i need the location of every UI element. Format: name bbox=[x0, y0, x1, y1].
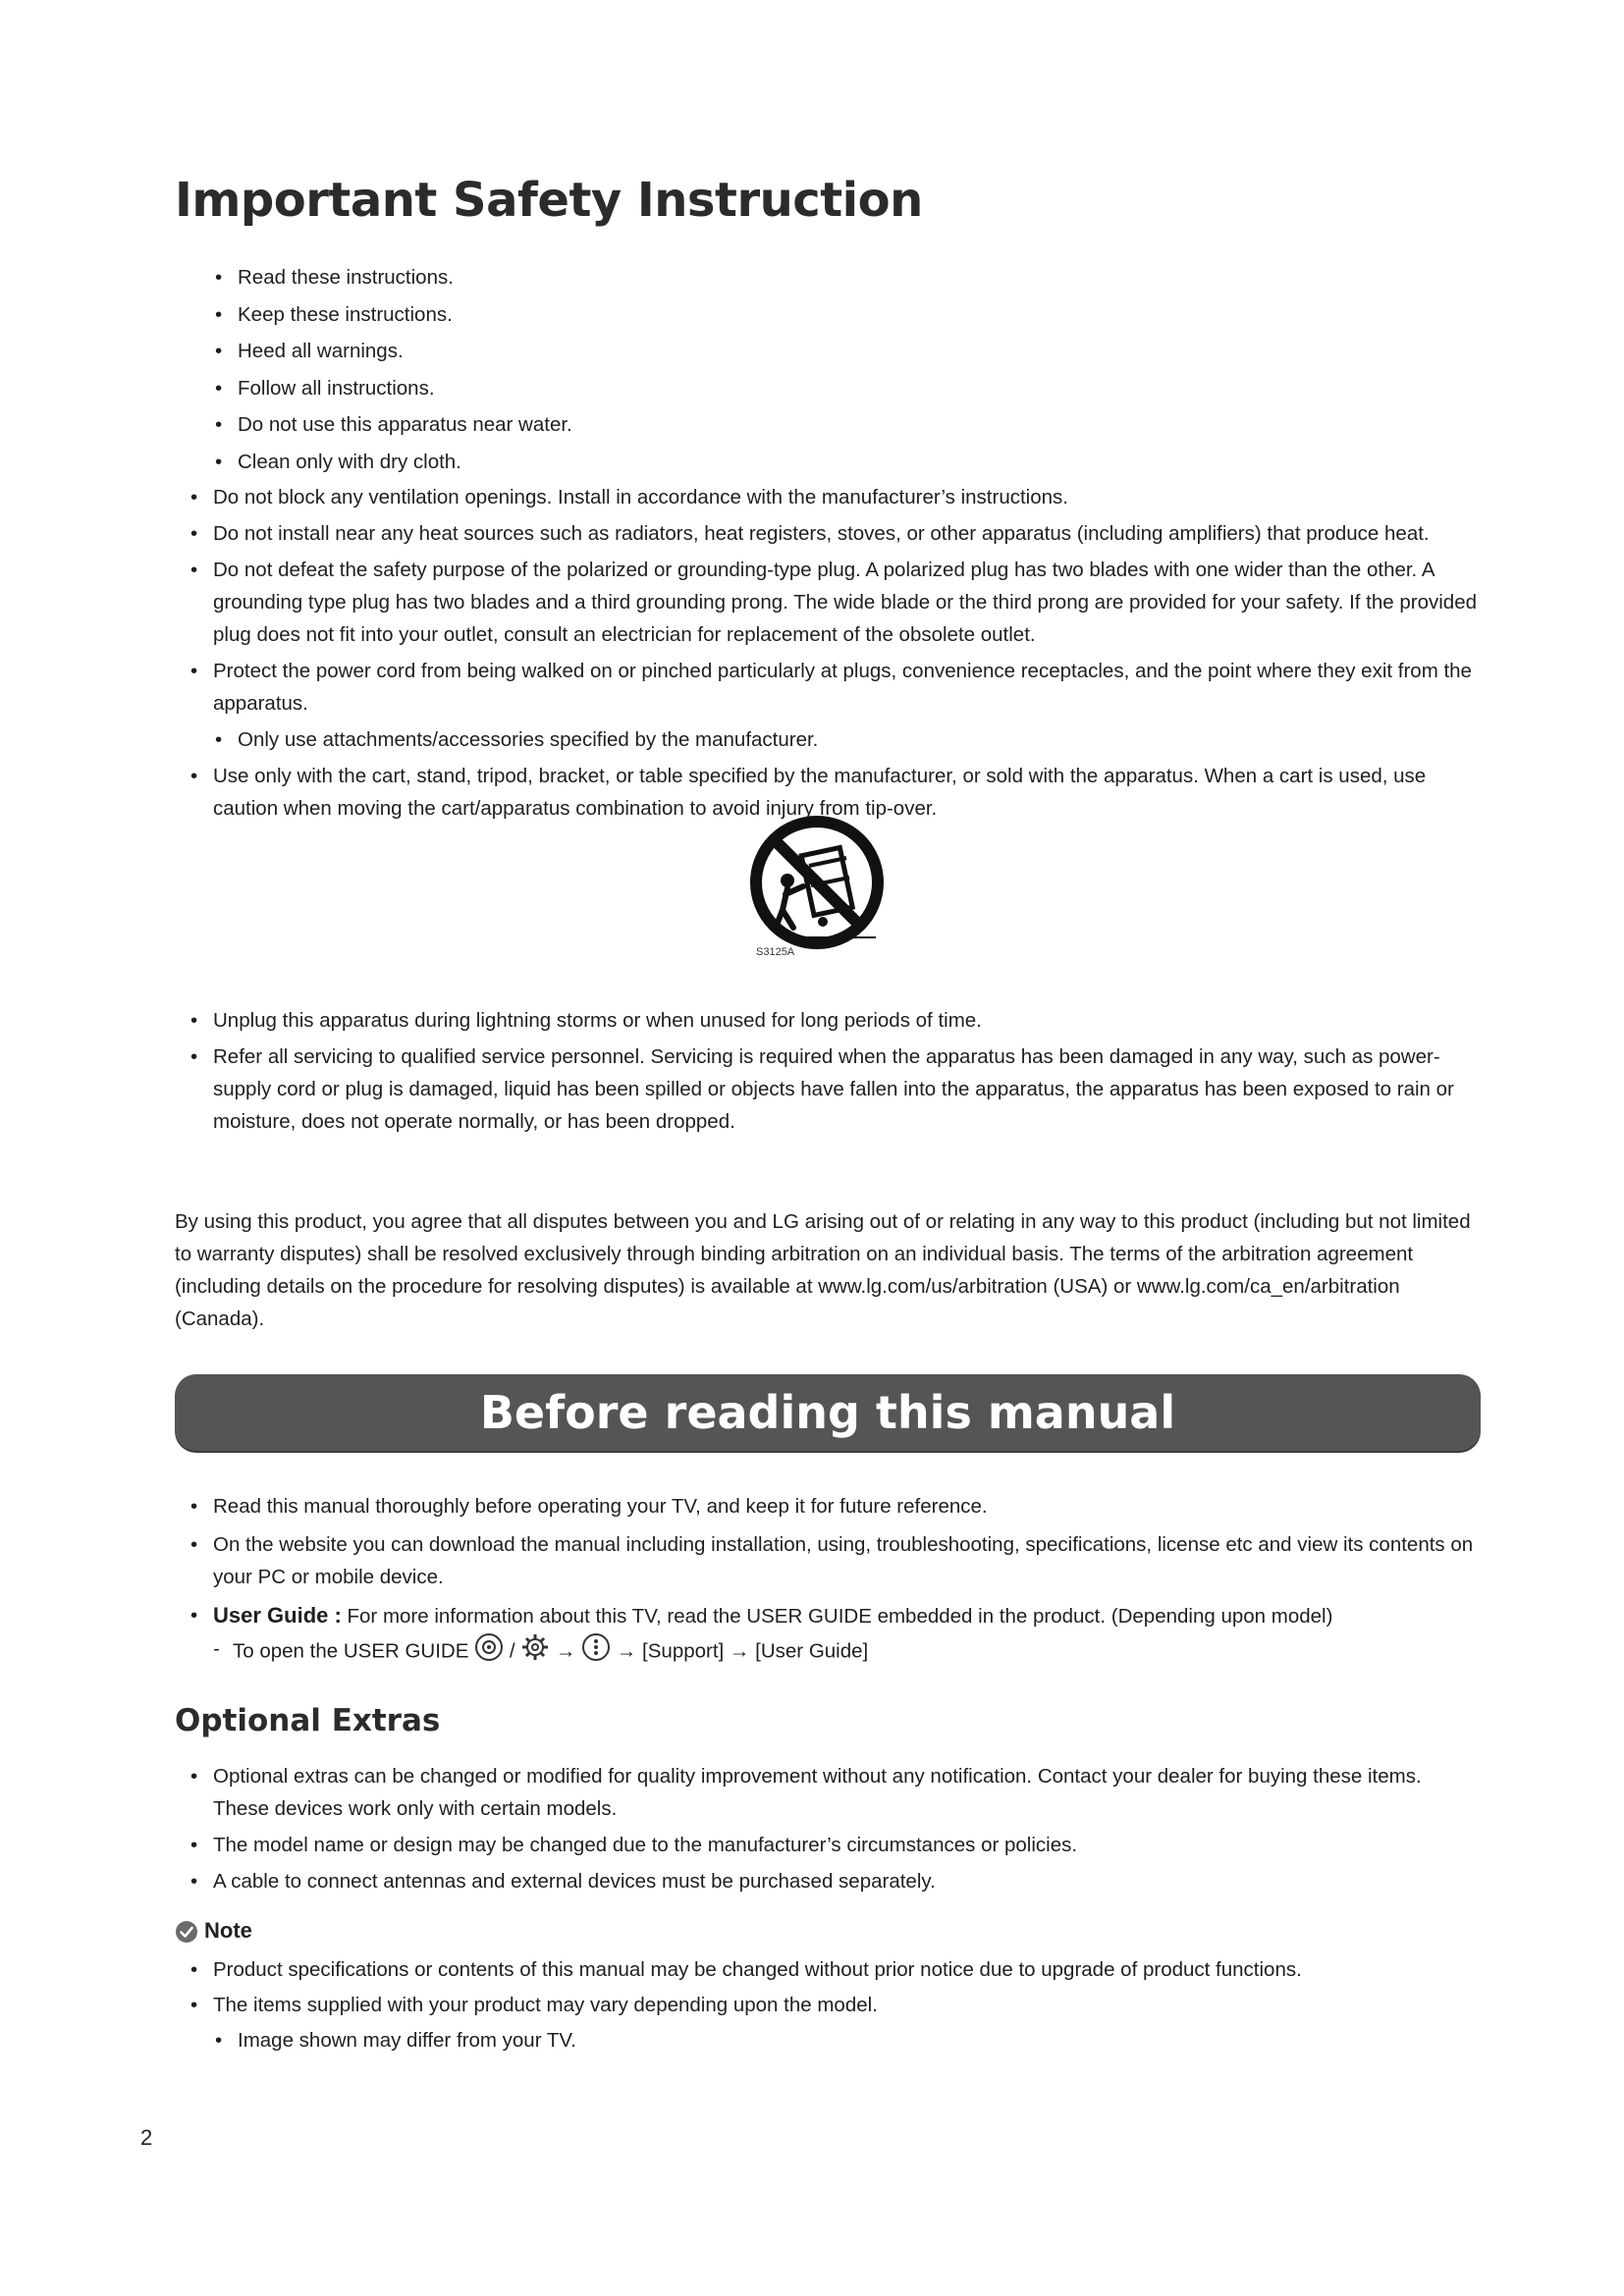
figure-code: S3125A bbox=[756, 946, 795, 958]
list-item: • Protect the power cord from being walked on or pinched particularly at plugs, convenience receptacles, and the point where they exit from the apparatus. bbox=[190, 660, 1472, 715]
list-item: • Refer all servicing to qualified service personnel. Servicing is required when the apparatus has been damaged in any way, such as power-supply cord or plug is damaged, liquid has been spilled or objects have fallen into the apparatus, the apparatus has been exposed to rain or moisture, does not operate normally, or has been dropped. bbox=[190, 1045, 1454, 1133]
user-guide-text: For more information about this TV, read the USER GUIDE embedded in the product. (Depending upon model) bbox=[341, 1605, 1333, 1628]
gear-icon bbox=[520, 1632, 550, 1672]
support-menu: [Support] bbox=[642, 1639, 725, 1663]
safety-after-list bbox=[190, 1004, 1480, 1138]
cart-warning-symbol-icon bbox=[738, 812, 895, 969]
list-item: • The items supplied with your product may vary depending upon the model. bbox=[190, 1994, 878, 2016]
list-item: • Do not block any ventilation openings. Install in accordance with the manufacturer’s instructions. bbox=[190, 486, 1068, 508]
page-number: 2 bbox=[140, 2125, 153, 2150]
settings-button-icon bbox=[474, 1632, 504, 1672]
list-item-user-guide: • User Guide : For more information about this TV, read the USER GUIDE embedded in the product. (Depending upon model) - To open the USER GUIDE / → → [Support] → [User Guide] bbox=[213, 1599, 1480, 1672]
list-item: • Product specifications or contents of this manual may be changed without prior notice due to upgrade of product functions. bbox=[190, 1958, 1302, 1981]
list-item: • Follow all instructions. bbox=[215, 376, 435, 400]
list-item: • Do not use this apparatus near water. bbox=[215, 413, 572, 436]
user-guide-label: User Guide : bbox=[213, 1603, 342, 1628]
more-menu-icon bbox=[581, 1632, 611, 1672]
list-item: • Only use attachments/accessories specified by the manufacturer. bbox=[215, 728, 819, 751]
list-item: • Do not install near any heat sources such as radiators, heat registers, stoves, or other apparatus (including amplifiers) that produce heat. bbox=[190, 522, 1430, 545]
open-user-guide-instruction: - To open the USER GUIDE / → → [Support] → [User Guide] bbox=[233, 1632, 1480, 1672]
list-item: • Read this manual thoroughly before operating your TV, and keep it for future reference. bbox=[190, 1495, 988, 1518]
note-list bbox=[190, 1953, 1480, 2059]
safety-short-list bbox=[215, 261, 1455, 482]
list-item: • A cable to connect antennas and external devices must be purchased separately. bbox=[190, 1870, 936, 1893]
check-badge-icon bbox=[175, 1920, 198, 1949]
note-label: Note bbox=[204, 1918, 252, 1943]
list-item: • On the website you can download the manual including installation, using, troubleshooting, specifications, license etc and view its contents on your PC or mobile device. bbox=[190, 1533, 1474, 1588]
list-item: • Clean only with dry cloth. bbox=[215, 450, 461, 473]
cart-tip-over-warning-icon bbox=[738, 812, 895, 969]
list-item: • Read these instructions. bbox=[215, 266, 454, 289]
manual-list bbox=[190, 1490, 1480, 1672]
optional-extras-title: Optional Extras bbox=[175, 1703, 441, 1738]
list-item: • Heed all warnings. bbox=[215, 340, 404, 362]
list-item: • Use only with the cart, stand, tripod, bracket, or table specified by the manufacturer, or sold with the apparatus. When a cart is used, use caution when moving the cart/apparatus combination to avoid injury from tip-over. bbox=[190, 765, 1427, 820]
section-banner bbox=[175, 1374, 1481, 1451]
user-guide-menu: [User Guide] bbox=[755, 1639, 869, 1663]
extras-list bbox=[190, 1760, 1480, 1897]
banner-title: Before reading this manual bbox=[479, 1386, 1176, 1439]
safety-long-list bbox=[190, 481, 1480, 825]
list-item: • Image shown may differ from your TV. bbox=[215, 2029, 576, 2052]
list-item: • Optional extras can be changed or modified for quality improvement without any notification. Contact your dealer for buying these items. These devices work only with certain models. bbox=[190, 1765, 1422, 1820]
list-item: • Do not defeat the safety purpose of the polarized or grounding-type plug. A polarized plug has two blades with one wider than the other. A grounding type plug has two blades and a third grounding prong. The wide blade or the third prong are provided for your safety. If the provided plug does not fit into your outlet, consult an electrician for replacement of the obsolete outlet. bbox=[190, 559, 1478, 646]
list-item: • The model name or design may be changed due to the manufacturer’s circumstances or policies. bbox=[190, 1834, 1078, 1856]
arbitration-paragraph: By using this product, you agree that all disputes between you and LG arising out of or relating in any way to this product (including but not limited to warranty disputes) shall be resolved exclusively through binding arbitration on an individual basis. The terms of the arbitration agreement (including details on the procedure for resolving disputes) is available at www.lg.com/us/arbitration (USA) or www.lg.com/ca_en/arbitration (Canada). bbox=[175, 1210, 1471, 1330]
list-item: • Keep these instructions. bbox=[215, 302, 453, 326]
safety-title: Important Safety Instruction bbox=[175, 173, 923, 228]
list-item: • Unplug this apparatus during lightning storms or when unused for long periods of time. bbox=[190, 1009, 982, 1032]
